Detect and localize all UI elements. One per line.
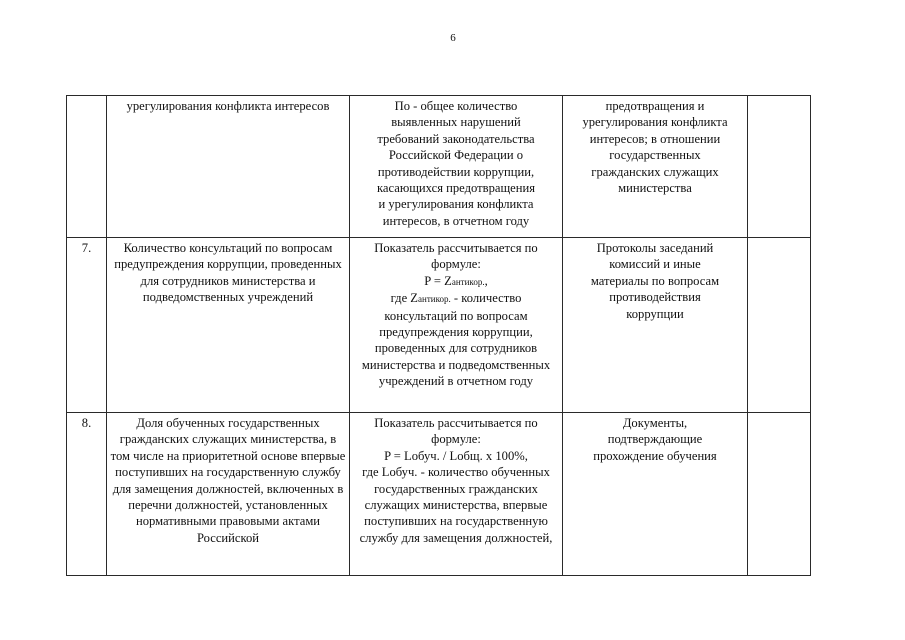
indicator-name-cell: урегулирования конфликта интересов [107,96,350,238]
formula-definition [362,291,550,388]
table-row [67,413,811,576]
formula-cell [350,413,563,576]
definition-subscript: антикор. [418,294,451,305]
extra-cell [748,238,811,413]
formula-line: касающихся предотвращения [376,181,536,196]
source-line: коррупции [626,306,684,321]
formula-cell [350,238,563,413]
row-number-cell: 7. [67,238,107,413]
definition-prefix: где Z [390,291,419,306]
page-number: 6 [450,32,456,44]
formula-definition: где Lобуч. - количество обученных государственных гражданских служащих министерства, впервые поступивших на государственную службу для замещения должностей, [359,465,553,545]
source-line: Протоколы заседаний [596,241,714,255]
source-line: гражданских служащих [591,164,719,179]
source-cell [563,238,748,413]
indicator-name-cell: Количество консультаций по вопросам предупреждения коррупции, проведенных для сотрудников министерства и подведомственных учреждений [107,238,350,413]
formula-intro: Показатель рассчитывается по формуле: [374,241,538,272]
equation-subscript: антикор. [451,276,485,287]
row-number-cell: 8. [67,413,107,576]
source-line: подтверждающие [607,432,703,447]
extra-cell [748,413,811,576]
source-line: государственных [609,148,701,163]
formula-line: противодействии коррупции, [377,164,535,179]
source-line: урегулирования конфликта [582,115,728,130]
indicator-name-cell: Доля обученных государственных гражданских служащих министерства, в том числе на приоритетной основе впервые поступивших на государственную службу для замещения должностей, включенных в перечни должностей, установленных нормативными правовыми актами Российской [107,413,350,576]
source-line: предотвращения и [605,99,705,113]
formula-line: По - общее количество [394,99,518,113]
source-line: интересов; в отношении [589,131,721,146]
table-row [67,96,811,238]
formula-line: требований законодательства [377,131,535,146]
source-line: прохождение обучения [593,448,717,463]
formula-line: Российской Федерации о [388,148,524,163]
formula-line: интересов, в отчетном году [382,213,530,228]
source-line: комиссий и иные [609,257,701,272]
row-number-cell [67,96,107,238]
formula-intro: Показатель рассчитывается по формуле: [374,416,538,447]
source-line: противодействия [609,290,701,305]
table-row [67,238,811,413]
equation-prefix: P = Z [424,273,452,288]
formula-equation [424,274,488,288]
source-cell [563,96,748,238]
formula-line: и урегулирования конфликта [378,197,534,212]
indicators-table [66,95,811,576]
source-line: материалы по вопросам [590,273,720,288]
definition-text: - количество консультаций по вопросам предупреждения коррупции, проведенных для сотрудников министерства и подведомственных учреждений в отчетном году [361,291,551,389]
formula-line: выявленных нарушений [391,115,521,130]
source-line: Документы, [622,416,688,430]
extra-cell [748,96,811,238]
source-cell [563,413,748,576]
formula-equation: P = Lобуч. / Lобщ. x 100%, [384,448,528,463]
source-line: министерства [618,181,692,196]
formula-cell [350,96,563,238]
equation-suffix: , [484,273,488,288]
